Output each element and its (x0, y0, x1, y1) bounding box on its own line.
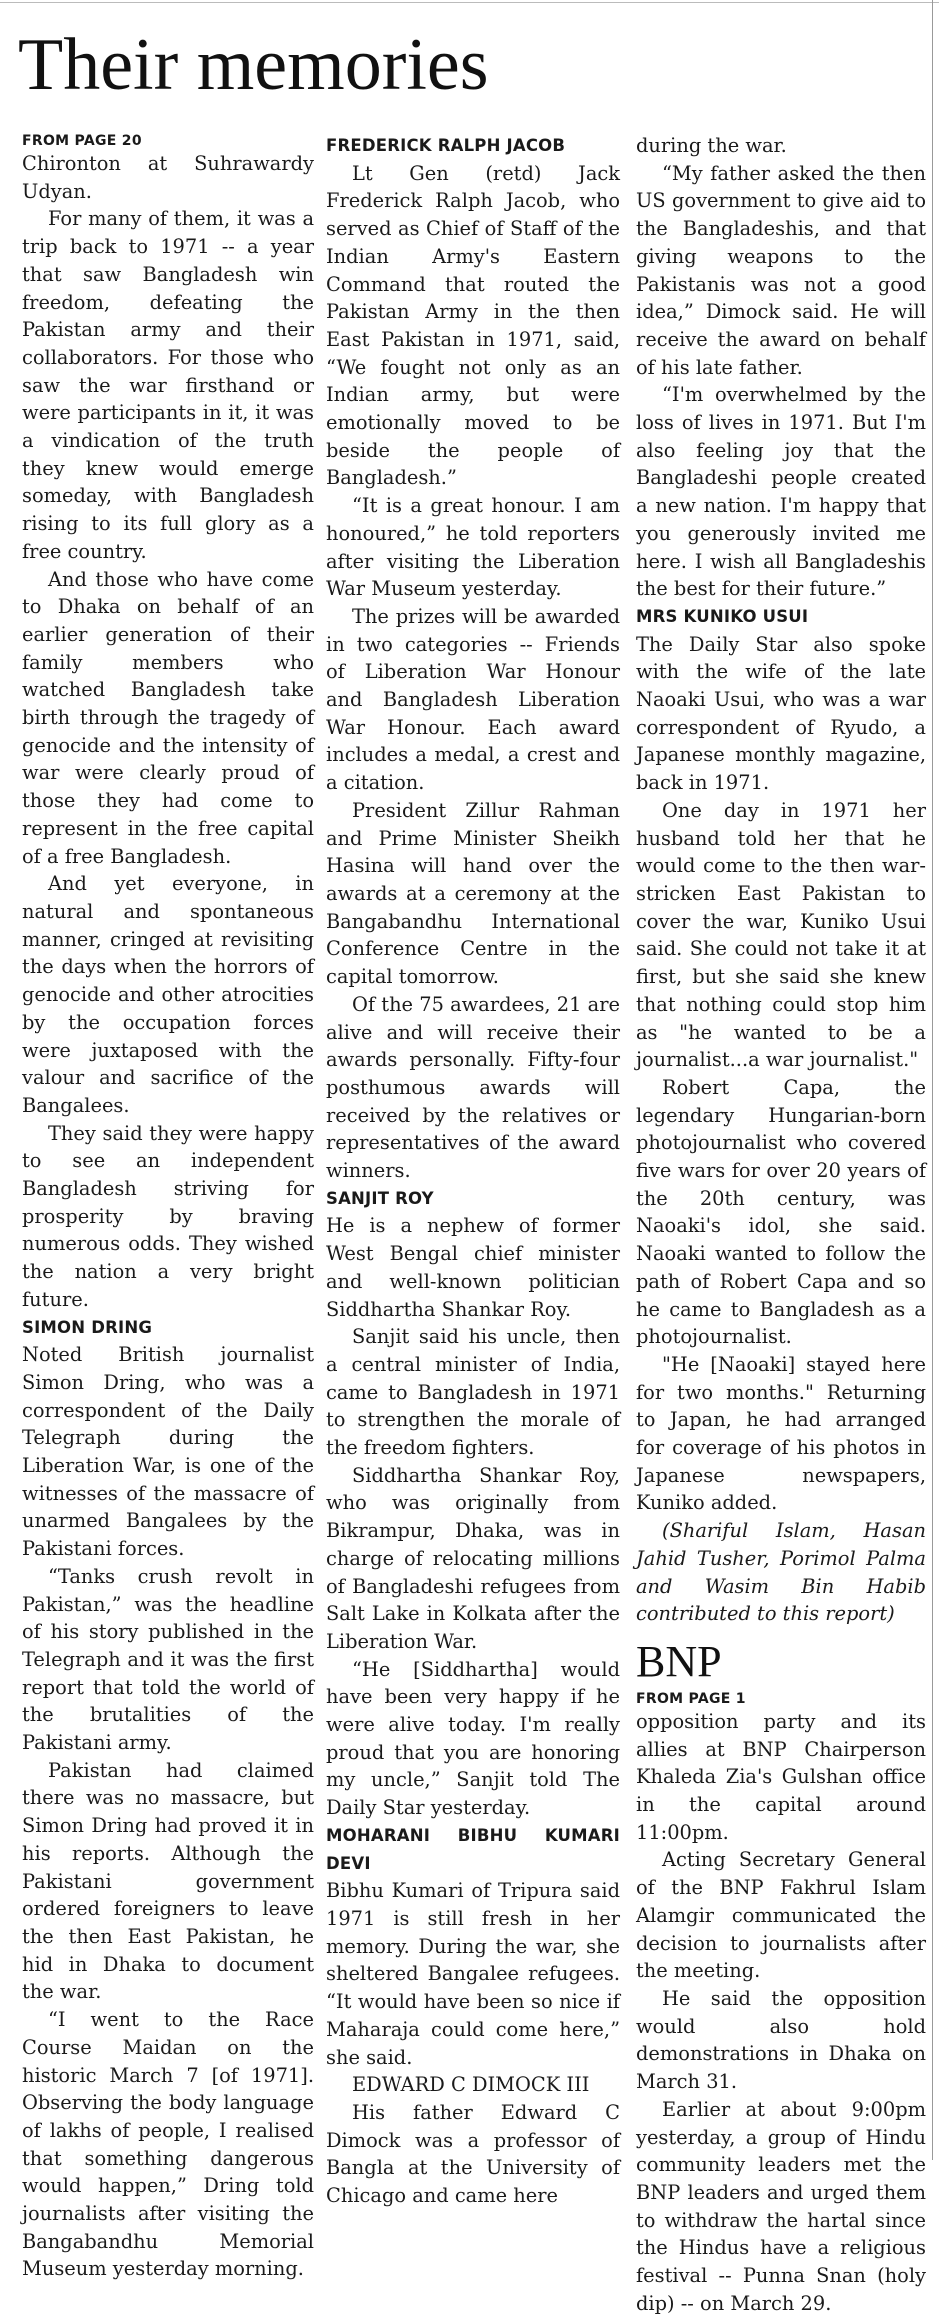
paragraph: Of the 75 awardees, 21 are alive and will receive their awards personally. Fifty-four posthumous awards will received by the relatives or representatives of the award winners. (326, 992, 620, 1183)
paragraph: “Tanks crush revolt in Pakistan,” was the headline of his story published in the Telegraph and it was the first report that told the world of the brutalities of the Pakistani army. (22, 1564, 314, 1755)
subhead-sanjit-roy: SANJIT ROY (326, 1188, 434, 1208)
paragraph: For many of them, it was a trip back to 1971 -- a year that saw Bangladesh win freedom, defeating the Pakistan army and their collaborators. For those who saw the war firsthand or were participants in it, it was a vindication of the truth they knew would emerge someday, with Bangladesh rising to its full glory as a free country. (22, 207, 314, 563)
paragraph: Noted British journalist Simon Dring, who was a correspondent of the Daily Telegraph during the Liberation War, is one of the witnesses of the massacre of unarmed Bangalees by the Pakistani forces. (22, 1343, 314, 1561)
paragraph: Siddhartha Shankar Roy, who was originally from Bikrampur, Dhaka, was in charge of relocating millions of Bangladeshi refugees from Salt Lake in Kolkata after the Liberation War. (326, 1463, 620, 1653)
paragraph: opposition party and its allies at BNP Chairperson Khaleda Zia's Gulshan office in the capital around 11:00pm. (636, 1709, 926, 1844)
bnp-headline: BNP (636, 1636, 722, 1686)
contributors-byline: (Shariful Islam, Hasan Jahid Tusher, Porimol Palma and Wasim Bin Habib contributed to this report) (636, 1519, 926, 1626)
paragraph: Bibhu Kumari of Tripura said 1971 is still fresh in her memory. During the war, she sheltered Bangalee refugees. “It would have been so nice if Maharaja could come here,” she said. (326, 1879, 620, 2069)
subhead-mrs-kuniko-usui: MRS KUNIKO USUI (636, 606, 809, 626)
subhead-simon-dring: SIMON DRING (22, 1317, 153, 1337)
paragraph: One day in 1971 her husband told her that he would come to the then war-stricken East Pakistan to cover the war, Kuniko Usui said. She could not take it at first, but she said she knew that nothing could stop him as "he wanted to be a journalist...a war journalist." (636, 798, 926, 1072)
paragraph: Pakistan had claimed there was no massacre, but Simon Dring had proved it in his reports. Although the Pakistani government ordered foreigners to leave the then East Pakistan, he hid in Dhaka to document the war. (22, 1758, 314, 2004)
paragraph: Sanjit said his uncle, then a central minister of India, came to Bangladesh in 1971 to strengthen the morale of the freedom fighters. (326, 1325, 620, 1460)
paragraph: “I'm overwhelmed by the loss of lives in 1971. But I'm also feeling joy that the Bangladeshi people created a new nation. I'm happy that you generously invited me here. I wish all Bangladeshis the best for their future.” (636, 383, 926, 601)
paragraph: "He [Naoaki] stayed here for two months." Returning to Japan, he had arranged for coverage of his photos in Japanese newspapers, Kuniko added. (636, 1352, 926, 1515)
right-column-rule (932, 0, 933, 2160)
paragraph: He said the opposition would also hold demonstrations in Dhaka on March 31. (636, 1987, 926, 2094)
paragraph: “I went to the Race Course Maidan on the historic March 7 [of 1971]. Observing the body language of lakhs of people, I realised that something dangerous would happen,” Dring told journalists after visiting the Bangabandhu Memorial Museum yesterday morning. (22, 2008, 314, 2281)
column-2 (326, 132, 620, 2210)
paragraph: during the war. (636, 134, 787, 157)
paragraph: Chironton at Suhrawardy Udyan. (22, 152, 314, 203)
paragraph: The Daily Star also spoke with the wife of the late Naoaki Usui, who was a war correspondent of Ryudo, a Japanese monthly magazine, back in 1971. (636, 632, 926, 795)
paragraph: Earlier at about 9:00pm yesterday, a group of Hindu community leaders met the BNP leaders and urged them to withdraw the hartal since the Hindus have a religious festival -- Punna Snan (holy dip) -- on March 29. (636, 2097, 926, 2315)
continued-from-kicker: FROM PAGE 1 (636, 1690, 746, 1707)
column-3 (636, 132, 926, 2317)
column-1 (22, 132, 314, 2283)
page-headline: Their memories (18, 24, 489, 106)
continued-from-kicker: FROM PAGE 20 (22, 133, 142, 149)
subhead-frederick-ralph-jacob: FREDERICK RALPH JACOB (326, 136, 566, 155)
paragraph: Robert Capa, the legendary Hungarian-born photojournalist who covered five wars for over 20 years of the 20th century, was Naoaki's idol, she said. Naoaki wanted to follow the path of Robert Capa and so he came to Bangladesh as a photojournalist. (636, 1075, 926, 1349)
paragraph: They said they were happy to see an independent Bangladesh striving for prosperity by braving numerous odds. They wished the nation a very bright future. (22, 1121, 314, 1311)
subhead-moharani-bibhu-kumari-devi: MOHARANI BIBHU KUMARI DEVI (326, 1825, 620, 1873)
paragraph: He is a nephew of former West Bengal chief minister and well-known politician Siddhartha Shankar Roy. (326, 1214, 620, 1321)
paragraph: And those who have come to Dhaka on behalf of an earlier generation of their family members who watched Bangladesh take birth through the tragedy of genocide and the intensity of war were clearly proud of those they had come to represent in the free capital of a free Bangladesh. (22, 567, 314, 868)
paragraph: “It is a great honour. I am honoured,” he told reporters after visiting the Liberation War Museum yesterday. (326, 494, 620, 601)
paragraph: “My father asked the then US government to give aid to the Bangladeshis, and that giving weapons to the Pakistanis was not a good idea,” Dimock said. He will receive the award on behalf of his late father. (636, 161, 926, 379)
subhead-edward-c-dimock: EDWARD C DIMOCK III (352, 2073, 590, 2097)
paragraph: And yet everyone, in natural and spontaneous manner, cringed at revisiting the days when the horrors of genocide and other atrocities by the occupation forces were juxtaposed with the valour and sacrifice of the Bangalees. (22, 872, 314, 1117)
paragraph: Acting Secretary General of the BNP Fakhrul Islam Alamgir communicated the decision to journalists after the meeting. (636, 1848, 926, 1983)
paragraph: His father Edward C Dimock was a professor of Bangla at the University of Chicago and came here (326, 2100, 620, 2208)
top-rule (0, 0, 939, 6)
paragraph: Lt Gen (retd) Jack Frederick Ralph Jacob, who served as Chief of Staff of the Indian Army's Eastern Command that routed the Pakistan Army in the then East Pakistan in 1971, said, “We fought not only as an Indian army, but were emotionally moved to be beside the people of Bangladesh.” (326, 161, 620, 490)
paragraph: The prizes will be awarded in two categories -- Friends of Liberation War Honour and Bangladesh Liberation War Honour. Each award includes a medal, a crest and a citation. (326, 604, 620, 795)
paragraph: “He [Siddhartha] would have been very happy if he were alive today. I'm really proud that you are honoring my uncle,” Sanjit told The Daily Star yesterday. (326, 1657, 620, 1820)
paragraph: President Zillur Rahman and Prime Minister Sheikh Hasina will hand over the awards at a ceremony at the Bangabandhu International Conference Centre in the capital tomorrow. (326, 798, 620, 989)
